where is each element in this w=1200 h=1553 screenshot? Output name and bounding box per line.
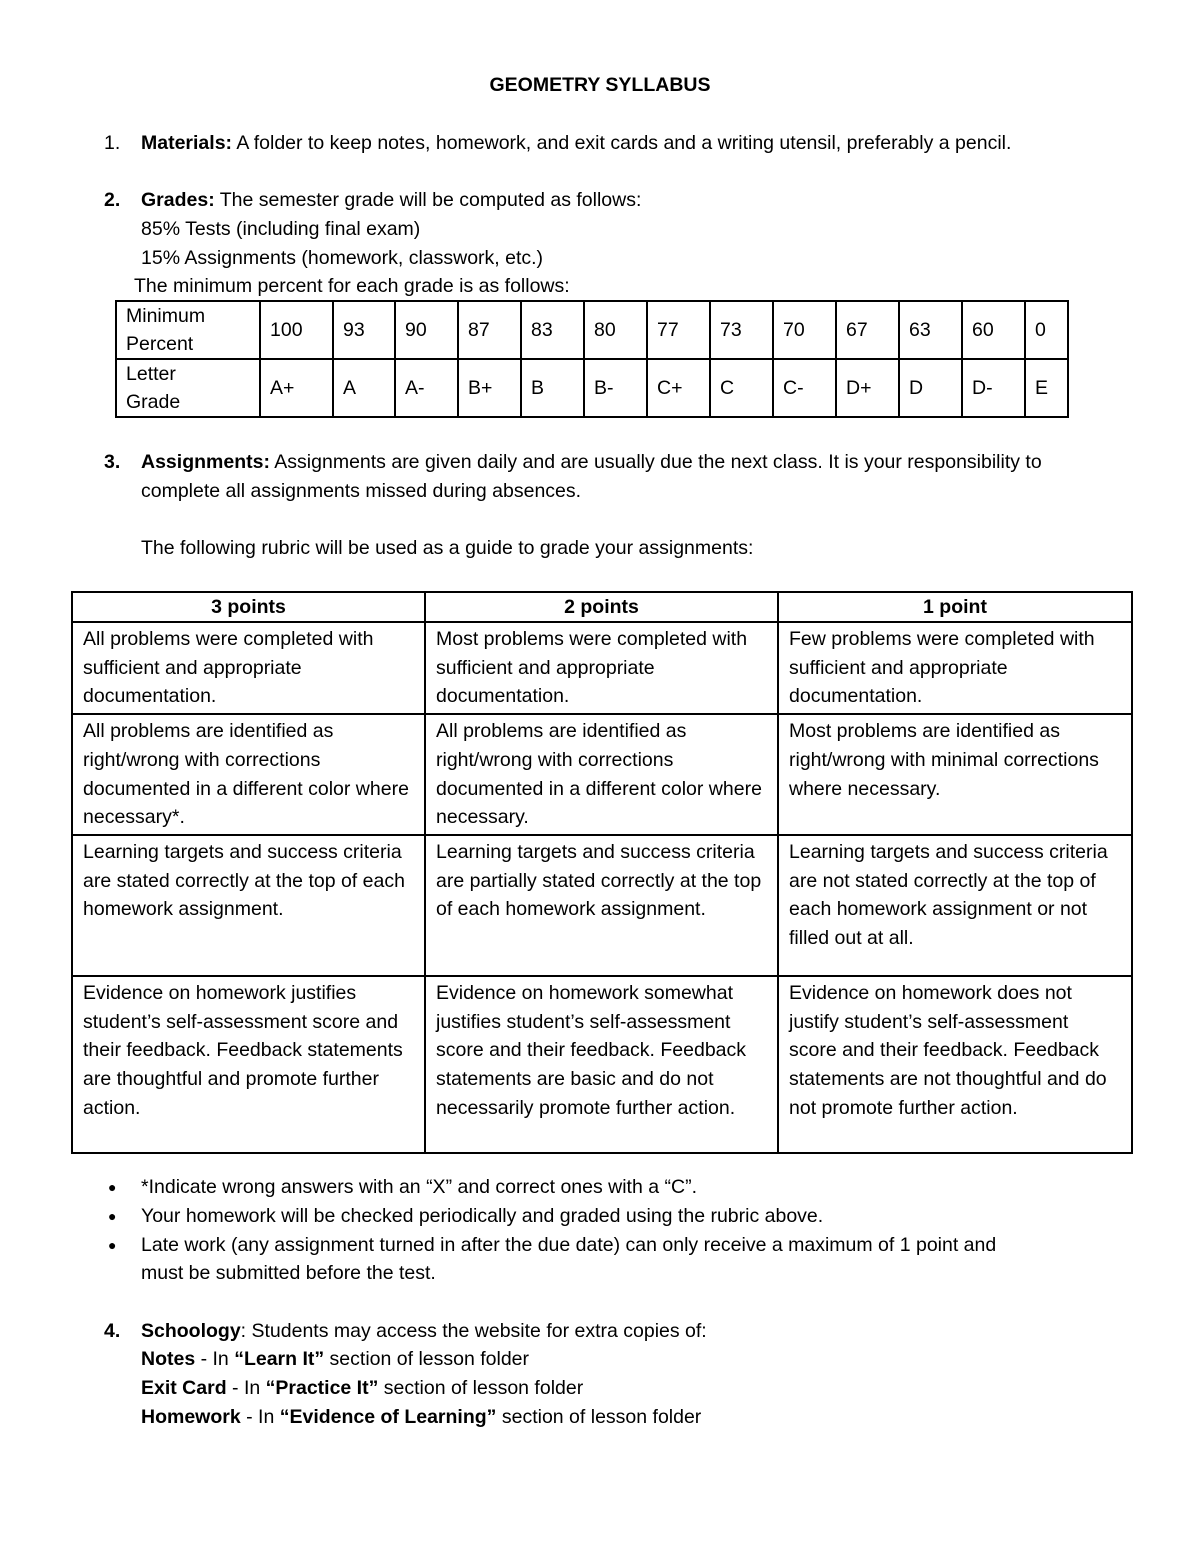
rubric-header-2-points: 2 points [425, 592, 778, 622]
percent-cell: 100 [260, 301, 333, 359]
schoology-text: : Students may access the website for extra copies of: [240, 1320, 707, 1342]
rubric-row-learning-targets [72, 835, 1132, 976]
letter-cell: A+ [260, 359, 333, 417]
percent-cell: 63 [899, 301, 962, 359]
grade-scale-intro: The minimum percent for each grade is as follows: [134, 275, 570, 297]
rubric-cell: All problems were completed with sufficient and appropriate documentation. [72, 622, 425, 714]
percent-cell: 70 [773, 301, 836, 359]
rubric-row-evidence [72, 976, 1132, 1153]
schoology-notes-section: “Learn It” [234, 1348, 325, 1370]
letter-header-line2: Grade [126, 391, 181, 413]
schoology-exit-card-section: “Practice It” [265, 1377, 379, 1399]
rubric-cell: Learning targets and success criteria are stated correctly at the top of each homework assignment. [72, 835, 425, 976]
letter-cell: D [899, 359, 962, 417]
grades-item [141, 186, 641, 215]
rubric-cell: Few problems were completed with sufficient and appropriate documentation. [778, 622, 1132, 714]
percent-cell: 87 [458, 301, 521, 359]
rubric-cell: Evidence on homework somewhat justifies student’s self-assessment score and their feedback. Feedback statements are basic and do not necessarily promote further action. [425, 976, 778, 1153]
rubric-header-3-points: 3 points [72, 592, 425, 622]
grade-scale-percent-row [116, 301, 1068, 359]
grade-scale-letter-header [116, 359, 260, 417]
percent-cell: 77 [647, 301, 710, 359]
schoology-item [141, 1317, 707, 1346]
percent-cell: 67 [836, 301, 899, 359]
assignments-text-line2: complete all assignments missed during absences. [141, 480, 582, 502]
grade-scale-table [115, 300, 1069, 418]
letter-cell: D+ [836, 359, 899, 417]
bullet-dot-icon: ● [108, 1179, 117, 1195]
schoology-homework-section: “Evidence of Learning” [279, 1406, 497, 1428]
letter-cell: A- [395, 359, 458, 417]
assignments-heading: Assignments: [141, 451, 270, 473]
schoology-homework-label: Homework [141, 1406, 241, 1428]
letter-cell: E [1025, 359, 1068, 417]
materials-heading: Materials: [141, 132, 233, 154]
percent-header-line1: Minimum [126, 305, 206, 327]
schoology-notes-label: Notes [141, 1348, 196, 1370]
rubric-cell: Most problems were completed with sufficient and appropriate documentation. [425, 622, 778, 714]
note-late-work-line2: must be submitted before the test. [141, 1262, 436, 1284]
rubric-cell: Most problems are identified as right/wrong with minimal corrections where necessary. [778, 714, 1132, 835]
percent-cell: 73 [710, 301, 773, 359]
rubric-cell: All problems are identified as right/wrong with corrections documented in a different color where necessary. [425, 714, 778, 835]
letter-cell: C+ [647, 359, 710, 417]
percent-cell: 83 [521, 301, 584, 359]
rubric-intro: The following rubric will be used as a guide to grade your assignments: [141, 537, 754, 559]
letter-cell: C [710, 359, 773, 417]
grade-scale-letter-row [116, 359, 1068, 417]
schoology-rest: section of lesson folder [378, 1377, 584, 1399]
schoology-notes-line [141, 1345, 529, 1374]
schoology-number: 4. [104, 1320, 121, 1342]
rubric-cell: All problems are identified as right/wrong with corrections documented in a different color where necessary*. [72, 714, 425, 835]
materials-text: A folder to keep notes, homework, and exit cards and a writing utensil, preferably a pencil. [232, 132, 1012, 154]
rubric-cell: Evidence on homework does not justify student’s self-assessment score and their feedback. Feedback statements are not thoughtful and do not promote further action. [778, 976, 1132, 1153]
letter-cell: B- [584, 359, 647, 417]
letter-cell: B+ [458, 359, 521, 417]
note-late-work-line1: Late work (any assignment turned in after the due date) can only receive a maximum of 1 point and [141, 1234, 997, 1256]
note-homework-checked: Your homework will be checked periodically and graded using the rubric above. [141, 1205, 824, 1227]
letter-cell: B [521, 359, 584, 417]
grade-scale-percent-header [116, 301, 260, 359]
rubric-cell: Learning targets and success criteria are not stated correctly at the top of each homework assignment or not filled out at all. [778, 835, 1132, 976]
percent-cell: 0 [1025, 301, 1068, 359]
rubric-cell: Learning targets and success criteria are partially stated correctly at the top of each homework assignment. [425, 835, 778, 976]
assignments-text-line1: Assignments are given daily and are usually due the next class. It is your responsibility to [269, 451, 1042, 473]
materials-item [141, 129, 1011, 158]
schoology-heading: Schoology [141, 1320, 241, 1342]
grades-tests-line: 85% Tests (including final exam) [141, 218, 421, 240]
grades-number: 2. [104, 189, 121, 211]
percent-cell: 80 [584, 301, 647, 359]
schoology-homework-line [141, 1403, 701, 1432]
schoology-sep: - In [195, 1348, 235, 1370]
schoology-sep: - In [226, 1377, 266, 1399]
rubric-table [71, 591, 1133, 1154]
rubric-header-row [72, 592, 1132, 622]
bullet-dot-icon: ● [108, 1237, 117, 1253]
percent-cell: 90 [395, 301, 458, 359]
letter-cell: D- [962, 359, 1025, 417]
rubric-header-1-point: 1 point [778, 592, 1132, 622]
letter-header-line1: Letter [126, 363, 176, 385]
materials-number: 1. [104, 132, 121, 154]
grades-text: The semester grade will be computed as follows: [214, 189, 642, 211]
schoology-rest: section of lesson folder [324, 1348, 530, 1370]
schoology-exit-card-label: Exit Card [141, 1377, 227, 1399]
schoology-exit-card-line [141, 1374, 583, 1403]
percent-header-line2: Percent [126, 333, 194, 355]
schoology-sep: - In [240, 1406, 280, 1428]
schoology-rest: section of lesson folder [496, 1406, 702, 1428]
assignments-number: 3. [104, 451, 121, 473]
percent-cell: 93 [333, 301, 395, 359]
grades-assignments-line: 15% Assignments (homework, classwork, etc.) [141, 247, 544, 269]
rubric-row-corrections [72, 714, 1132, 835]
percent-cell: 60 [962, 301, 1025, 359]
rubric-cell: Evidence on homework justifies student’s self-assessment score and their feedback. Feedback statements are thoughtful and promote further action. [72, 976, 425, 1153]
grades-heading: Grades: [141, 189, 215, 211]
note-indicate-answers: *Indicate wrong answers with an “X” and correct ones with a “C”. [141, 1176, 697, 1198]
letter-cell: C- [773, 359, 836, 417]
letter-cell: A [333, 359, 395, 417]
assignments-item [141, 448, 1042, 477]
bullet-dot-icon: ● [108, 1208, 117, 1224]
page-title: GEOMETRY SYLLABUS [489, 74, 711, 96]
rubric-row-completion [72, 622, 1132, 714]
